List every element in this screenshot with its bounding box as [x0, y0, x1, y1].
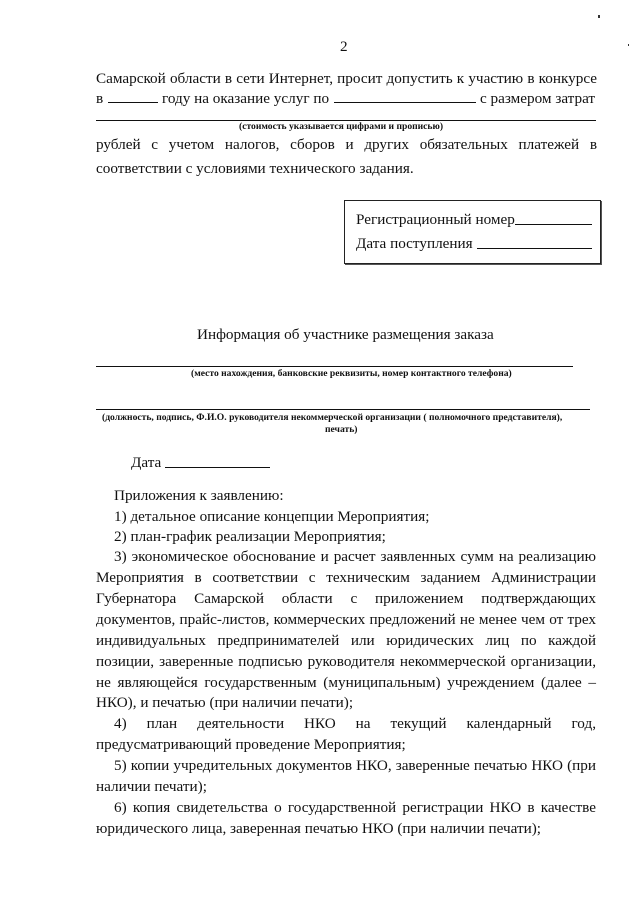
date-blank: [165, 467, 270, 468]
header-line-2-end: с размером затрат: [480, 90, 596, 107]
signature-caption-line-1: (должность, подпись, Ф.И.О. руководителя некоммерческой организации ( полномочного представителя),: [102, 412, 563, 423]
participant-info-title: Информация об участнике размещения заказа: [197, 326, 494, 343]
header-line-4: соответствии с условиями технического задания.: [96, 160, 414, 177]
attachment-item-4-line-2: предусматривающий проведение Мероприятия;: [96, 736, 406, 753]
registration-number-label: Регистрационный номер: [356, 211, 515, 228]
header-line-1: Самарской области в сети Интернет, просит допустить к участию в конкурсе: [96, 70, 597, 87]
attachment-item-6-line-1: 6) копия свидетельства о государственной регистрации НКО в качестве: [114, 799, 596, 816]
scan-speck: [598, 15, 600, 18]
attachment-item-3-line-4: документов, прайс-листов, коммерческих предложений не менее чем от трех: [96, 611, 596, 628]
header-line-2-start: в: [96, 90, 104, 107]
attachment-item-3-line-7: не являющейся государственным (муниципальным) учреждением (далее –: [96, 674, 596, 691]
signature-caption-line-2: печать): [325, 424, 358, 435]
attachment-item-3-line-1: 3) экономическое обоснование и расчет заявленных сумм на реализацию: [114, 548, 596, 565]
cost-caption: (стоимость указывается цифрами и прописью): [239, 121, 444, 132]
location-caption: (место нахождения, банковские реквизиты, номер контактного телефона): [191, 368, 512, 379]
receipt-date-label: Дата поступления: [356, 235, 473, 252]
scan-speck: [628, 44, 629, 46]
header-line-2-middle: году на оказание услуг по: [162, 90, 330, 107]
registration-number-blank: [515, 224, 592, 225]
attachment-item-3-line-2: Мероприятия в соответствии с техническим заданием Администрации: [96, 569, 596, 586]
signature-blank: [96, 409, 590, 410]
attachments-heading: Приложения к заявлению:: [114, 487, 284, 504]
attachment-item-3-line-8: НКО), и печатью (при наличии печати);: [96, 694, 354, 711]
attachment-item-3-line-3: Губернатора Самарской области с приложением подтверждающих: [96, 590, 596, 607]
attachment-item-4-line-1: 4) план деятельности НКО на текущий календарный год,: [114, 715, 596, 732]
receipt-date-blank: [477, 248, 592, 249]
year-blank: [108, 102, 158, 103]
header-line-3: рублей с учетом налогов, сборов и других обязательных платежей в: [96, 136, 597, 153]
page-number: 2: [340, 38, 348, 55]
attachment-item-5-line-2: наличии печати);: [96, 778, 207, 795]
date-label: Дата: [131, 454, 162, 471]
attachment-item-2: 2) план-график реализации Мероприятия;: [114, 528, 386, 545]
attachment-item-3-line-6: позиции, заверенные подписью руководителя некоммерческой организации,: [96, 653, 596, 670]
attachment-item-6-line-2: юридического лица, заверенная печатью НКО (при наличии печати);: [96, 820, 541, 837]
service-blank: [334, 102, 476, 103]
location-blank: [96, 366, 573, 367]
attachment-item-3-line-5: индивидуальных предпринимателей или юридических лиц по каждой: [96, 632, 596, 649]
attachment-item-5-line-1: 5) копии учредительных документов НКО, заверенные печатью НКО (при: [114, 757, 596, 774]
attachment-item-1: 1) детальное описание концепции Мероприятия;: [114, 508, 430, 525]
